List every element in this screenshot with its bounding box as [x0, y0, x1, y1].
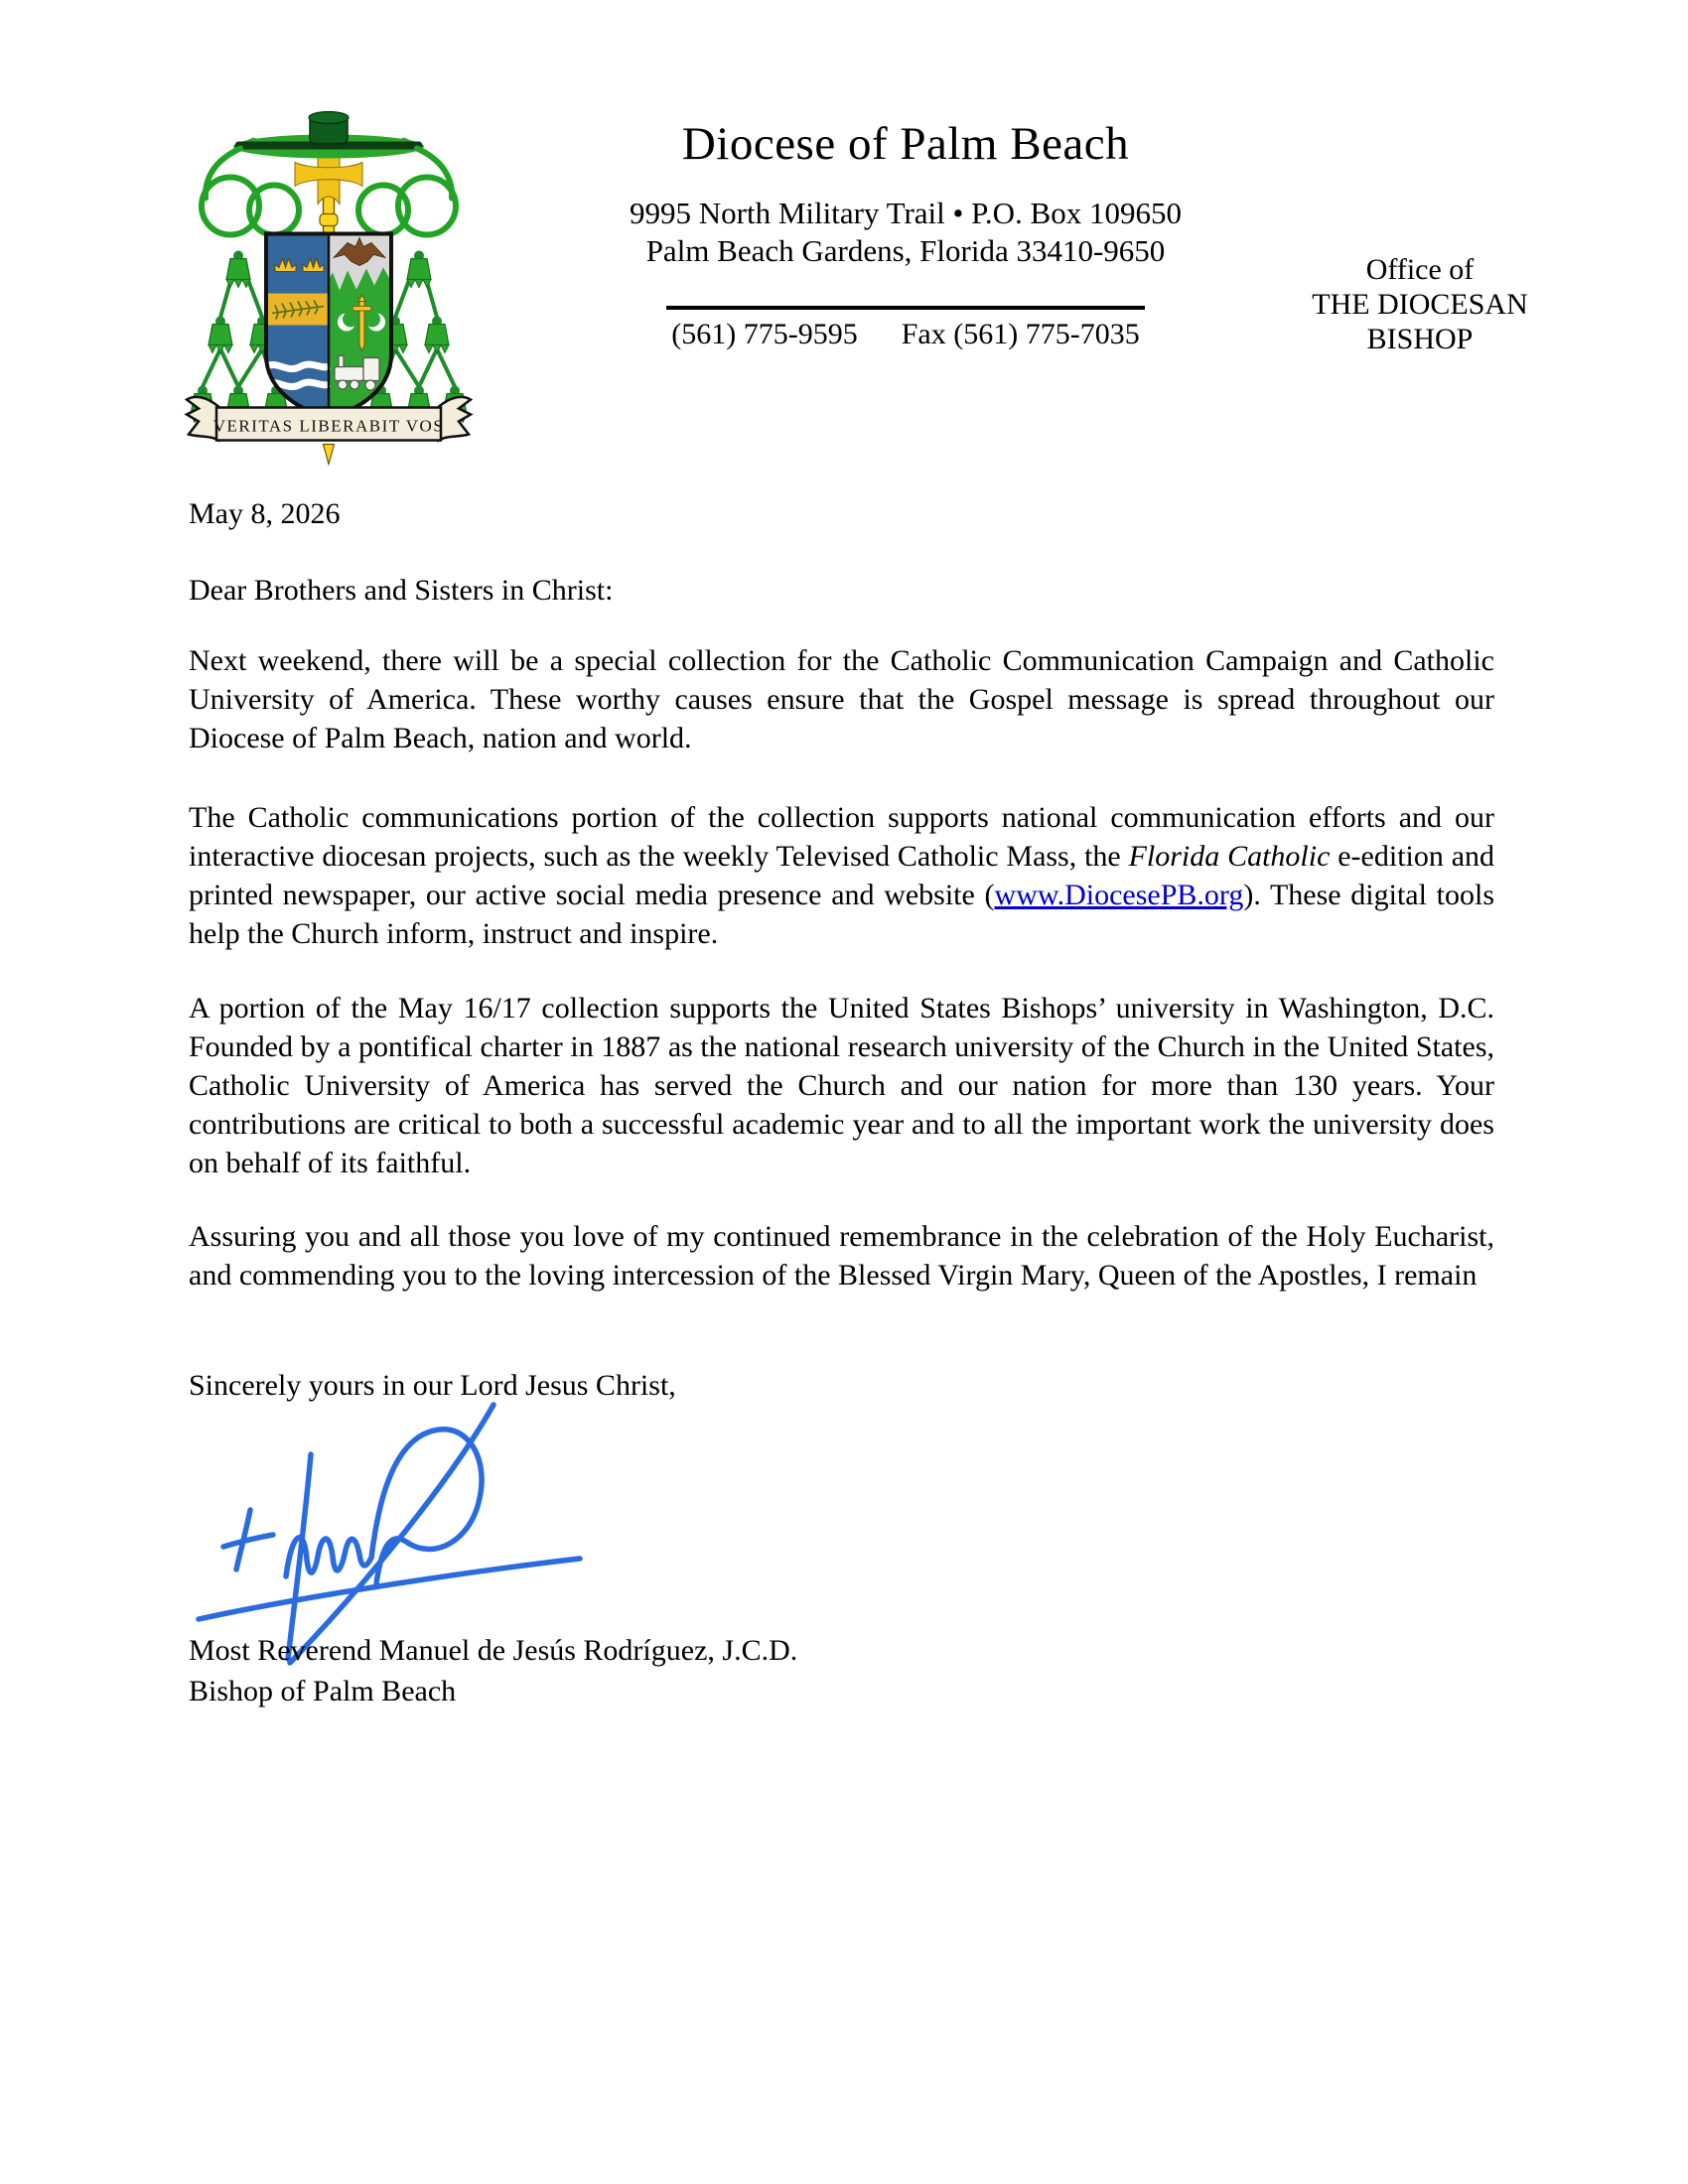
phone-block: [548, 318, 1263, 351]
diocese-website-link[interactable]: www.DiocesePB.org: [994, 879, 1244, 911]
signer-title: Bishop of Palm Beach: [189, 1675, 457, 1707]
crest-motto: VERITAS LIBERABIT VOS: [212, 416, 445, 436]
florida-catholic-italic: Florida Catholic: [1128, 840, 1331, 873]
signer-name: Most Reverend Manuel de Jesús Rodríguez, J.C.D.: [189, 1634, 798, 1667]
paragraph-2-text: The Catholic communications portion of the collection supports national communication efforts and our interactive diocesan projects, such as the weekly Televised Catholic Mass, the: [189, 801, 1494, 873]
office-line-2: THE DIOCESAN: [1312, 288, 1528, 321]
office-line-1: Office of: [1365, 253, 1475, 286]
galero-hat: [233, 112, 424, 159]
address-line-1: 9995 North Military Trail • P.O. Box 109650: [630, 196, 1182, 230]
shield: [266, 234, 391, 419]
paragraph-2-text: e-edition and printed newspaper, our active social media presence and website (: [189, 840, 1495, 911]
paragraph-1: Next weekend, there will be a special collection for the Catholic Communication Campaign and Catholic University of America. These worthy causes ensure that the Gospel message is spread throughout our Diocese of Palm Beach, nation and world.: [189, 644, 1494, 754]
office-line-3: BISHOP: [1366, 323, 1474, 355]
diocese-title: Diocese of Palm Beach: [681, 118, 1130, 170]
address-line-2: Palm Beach Gardens, Florida 33410-9650: [645, 233, 1166, 268]
phone-number: (561) 775-9595: [671, 318, 858, 350]
paragraph-2-text: ). These digital tools help the Church inform, instruct and inspire.: [189, 879, 1494, 950]
masthead-divider: [666, 306, 1145, 310]
closing: Sincerely yours in our Lord Jesus Christ,: [189, 1369, 676, 1402]
masthead: [548, 117, 1263, 351]
letter-date: May 8, 2026: [189, 497, 341, 530]
salutation: Dear Brothers and Sisters in Christ:: [189, 574, 614, 607]
paragraph-4: Assuring you and all those you love of my continued remembrance in the celebration of the Holy Eucharist, and commending you to the loving intercession of the Blessed Virgin Mary, Queen of the Apostles, I remain: [189, 1220, 1494, 1292]
address-block: [548, 195, 1263, 270]
paragraph-2: [189, 798, 1494, 953]
coat-of-arms-icon: [179, 105, 479, 471]
fax-number: Fax (561) 775-7035: [901, 318, 1140, 350]
office-block: [1293, 252, 1547, 356]
paragraph-3: A portion of the May 16/17 collection supports the United States Bishops’ university in Washington, D.C. Founded by a pontifical charter in 1887 as the national research university of the Church in the United States, Catholic University of America has served the Church and our nation for more than 130 years. Your contributions are critical to both a successful academic year and to all the important work the university does on behalf of its faithful.: [189, 992, 1494, 1179]
